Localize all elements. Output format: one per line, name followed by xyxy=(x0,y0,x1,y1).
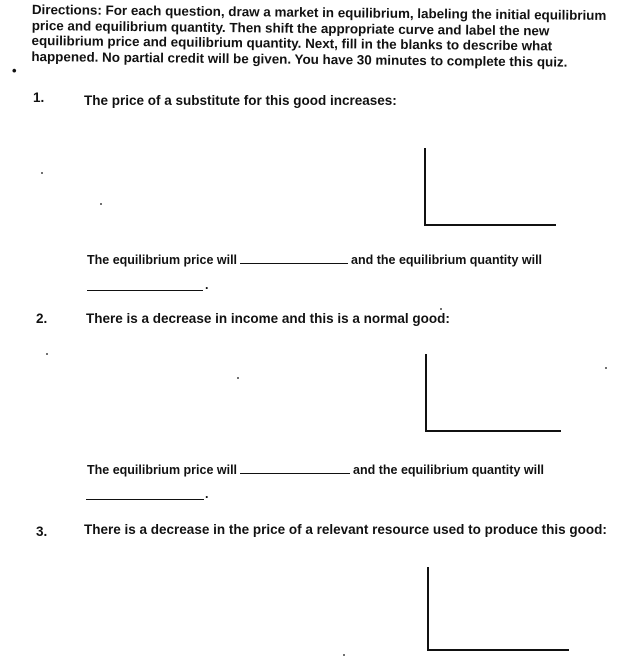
directions-text: For each question, draw a market in equilibrium, labeling the initial equilibrium price and equilibrium quantity. Then shift the appropriate curve and label the new equilibrium price and equilibrium quantity. Next, fill in the blanks to describe what happened. No partial credit will be given. You have 30 minutes to complete this quiz. xyxy=(31,2,607,70)
question-1-end-mark: . xyxy=(205,278,209,292)
question-3-graph-axes[interactable] xyxy=(427,567,569,651)
stray-bullet-mark: • xyxy=(12,63,17,78)
question-2-quantity-blank[interactable] xyxy=(86,498,204,500)
question-3-prompt: There is a decrease in the price of a relevant resource used to produce this good: xyxy=(84,522,607,537)
question-2-number: 2. xyxy=(36,311,48,326)
question-2-prompt: There is a decrease in income and this is a normal good: xyxy=(86,311,450,326)
question-2-price-blank[interactable] xyxy=(240,462,350,474)
question-1-quantity-blank[interactable] xyxy=(87,289,203,291)
question-1-quantity-text: and the equilibrium quantity will xyxy=(351,253,543,267)
scan-speck xyxy=(343,654,345,656)
question-1-price-text: The equilibrium price will xyxy=(87,253,238,267)
scan-speck xyxy=(440,308,442,310)
question-2-price-line xyxy=(87,462,544,477)
question-3-number: 3. xyxy=(36,524,48,539)
directions-paragraph xyxy=(31,2,622,71)
scan-speck xyxy=(46,353,48,355)
question-1-graph-axes[interactable] xyxy=(424,148,556,226)
scan-speck xyxy=(605,367,607,369)
question-1-price-blank[interactable] xyxy=(240,252,348,264)
scan-speck xyxy=(100,203,102,205)
question-2-quantity-text: and the equilibrium quantity will xyxy=(353,463,545,477)
scan-speck xyxy=(41,172,43,174)
question-2-price-text: The equilibrium price will xyxy=(87,463,238,477)
question-2-end-mark: . xyxy=(205,487,209,501)
question-2-graph-axes[interactable] xyxy=(425,354,561,432)
question-1-number: 1. xyxy=(33,90,45,105)
directions-label: Directions: xyxy=(31,2,102,18)
scan-speck xyxy=(237,377,239,379)
question-1-price-line xyxy=(87,252,542,267)
question-1-prompt: The price of a substitute for this good increases: xyxy=(84,93,397,108)
